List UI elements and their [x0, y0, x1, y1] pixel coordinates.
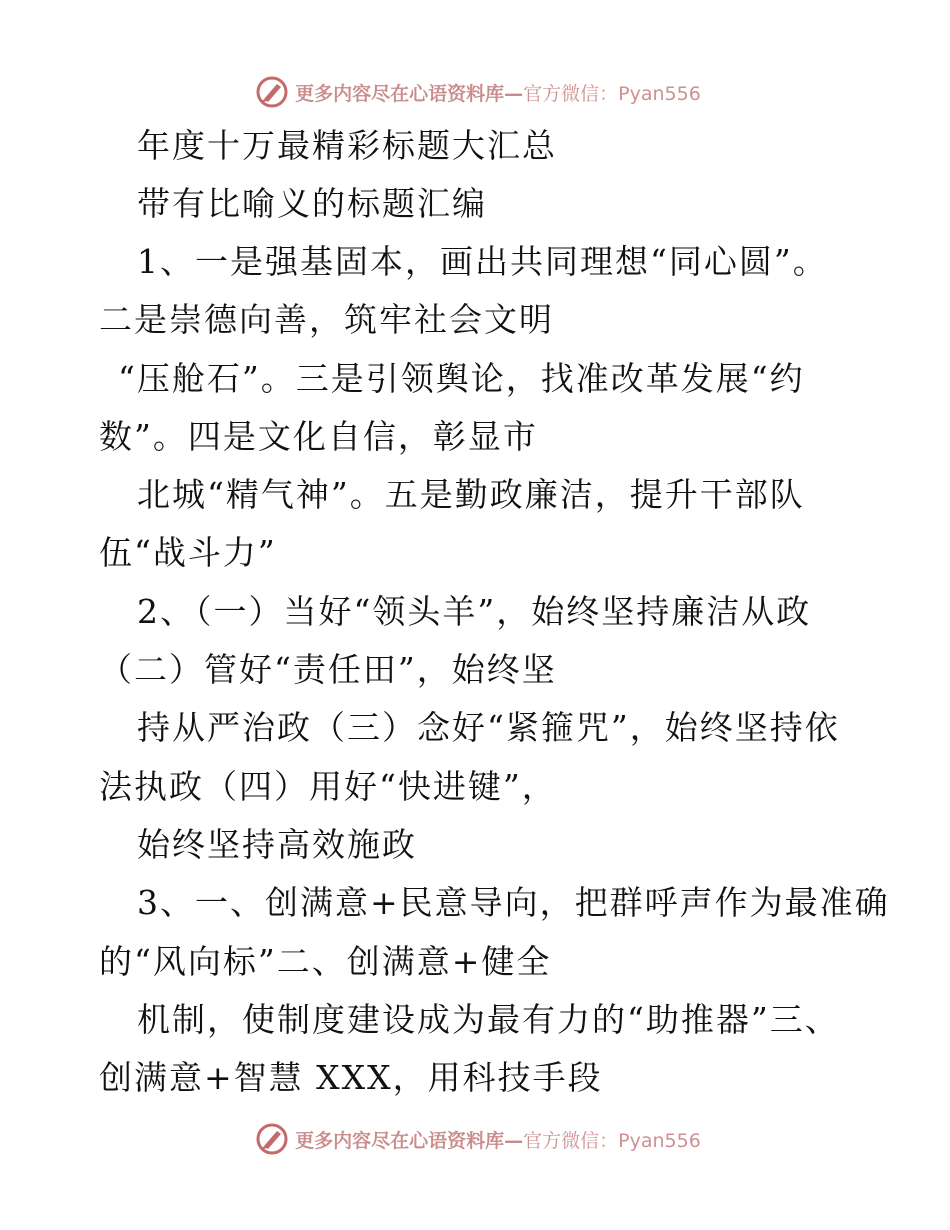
banner-text: 更多内容尽在心语资料库—官方微信：Pyan556: [295, 1129, 701, 1152]
text-line: 法执政（四）用好“快进键”，: [99, 767, 557, 806]
text-line: （二）管好“责任田”，始终坚: [99, 650, 557, 689]
text-line: 始终坚持高效施政: [137, 825, 417, 864]
text-line: 机制，使制度建设成为最有力的“助推器”三、: [137, 1000, 840, 1039]
footer-banner: [0, 1119, 950, 1159]
text-line: 的“风向标”二、创满意+健全: [99, 942, 552, 981]
doc-title: 年度十万最精彩标题大汇总: [137, 126, 557, 165]
text-line: 持从严治政（三）念好“紧箍咒”，始终坚持依: [137, 708, 840, 747]
quill-logo-icon: [255, 75, 289, 109]
text-line: 二是崇德向善，筑牢社会文明: [99, 300, 554, 339]
text-line: “压舱石”。三是引领舆论，找准改革发展“约: [118, 359, 805, 398]
text-line: 3、一、创满意+民意导向，把群呼声作为最准确: [137, 883, 890, 922]
text-line: 2、（一）当好“领头羊”，始终坚持廉洁从政: [137, 592, 812, 631]
text-line: 1、一是强基固本，画出共同理想“同心圆”。: [137, 242, 828, 281]
text-line: 数”。四是文化自信，彰显市: [99, 417, 538, 456]
quill-logo-icon: [255, 1122, 289, 1156]
doc-subtitle: 带有比喻义的标题汇编: [137, 184, 487, 223]
header-banner: [0, 72, 950, 112]
text-line: 北城“精气神”。五是勤政廉洁，提升干部队: [137, 475, 805, 514]
banner-text: 更多内容尽在心语资料库—官方微信：Pyan556: [295, 82, 701, 105]
text-line: 伍“战斗力”: [99, 533, 277, 572]
text-line: 创满意+智慧 XXX，用科技手段: [99, 1058, 603, 1097]
